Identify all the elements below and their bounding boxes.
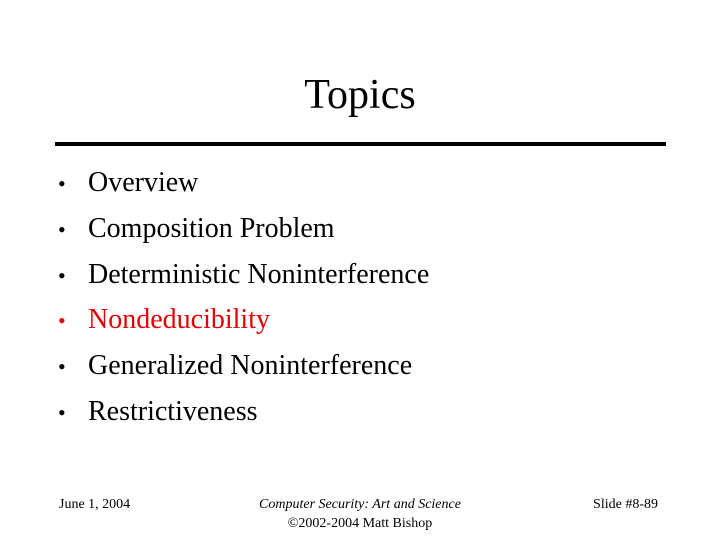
title-divider: [55, 142, 666, 146]
bullet-item-deterministic-noninterference: [58, 252, 429, 298]
bullet-icon: •: [58, 399, 66, 425]
bullet-text: Generalized Noninterference: [88, 350, 413, 382]
bullet-list: [58, 160, 429, 435]
bullet-text: Deterministic Noninterference: [88, 258, 430, 290]
bullet-icon: •: [58, 262, 66, 288]
footer-credit: [210, 495, 510, 533]
bullet-icon: •: [58, 171, 66, 196]
footer-book-title: Computer Security: Art and Science: [259, 497, 461, 512]
slide-title: Topics: [304, 72, 416, 118]
bullet-text: Restrictiveness: [88, 395, 258, 427]
bullet-icon: •: [58, 354, 66, 380]
bullet-item-composition-problem: [58, 206, 429, 252]
bullet-item-nondeducibility: [58, 297, 429, 343]
bullet-icon: •: [58, 216, 66, 242]
bullet-item-generalized-noninterference: [58, 343, 429, 389]
bullet-text: Nondeducibility: [88, 304, 270, 336]
footer-copyright: ©2002-2004 Matt Bishop: [287, 516, 433, 531]
bullet-text: Composition Problem: [88, 212, 335, 244]
bullet-item-overview: [58, 160, 429, 206]
bullet-text: Overview: [88, 167, 199, 198]
bullet-icon: •: [58, 308, 66, 334]
footer-slide-number: Slide #8-89: [593, 497, 658, 512]
footer-date: June 1, 2004: [59, 497, 131, 512]
bullet-item-restrictiveness: [58, 389, 429, 435]
